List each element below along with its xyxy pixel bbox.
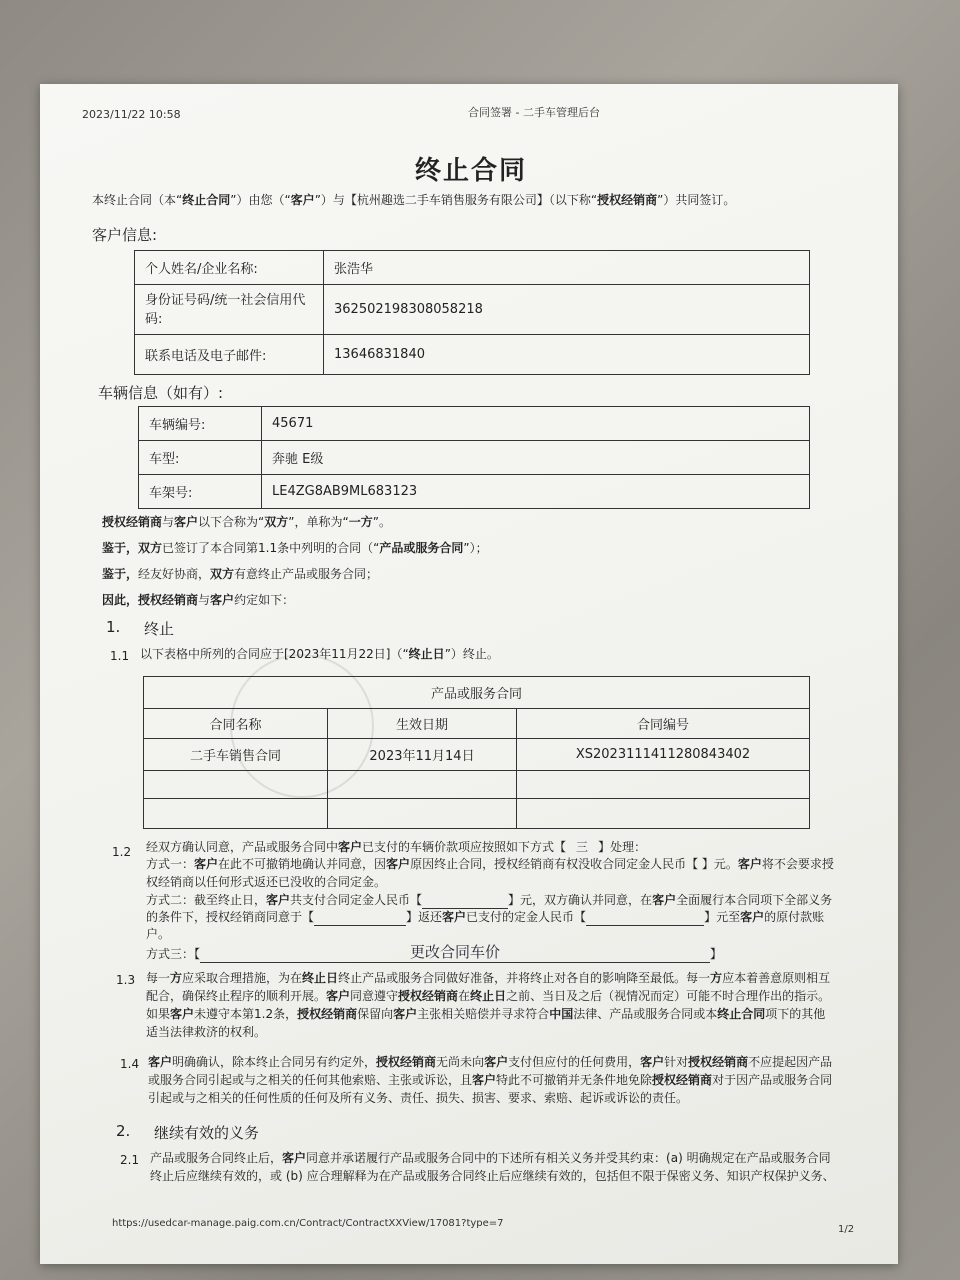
vehicle-model-value: 奔驰 E级 (262, 441, 810, 475)
clause-1-2-text: 经双方确认同意，产品或服务合同中客户已支付的车辆价款项应按照如下方式【 三 】处理： (146, 840, 647, 854)
contract-table-header-date: 生效日期 (328, 709, 517, 739)
print-page-number: 1/2 (838, 1224, 855, 1235)
clause-1-2-number: 1.2 (112, 845, 132, 859)
vehicle-id-label: 车辆编号: (139, 407, 262, 441)
vehicle-info-table (138, 406, 810, 509)
table-cell (328, 799, 517, 829)
document-title: 终止合同 (415, 156, 528, 186)
vehicle-info-heading: 车辆信息（如有）: (98, 384, 224, 402)
contract-table-header-name: 合同名称 (144, 709, 328, 739)
clause-1-3-line-3: 如果客户未遵守本第1.2条，授权经销商保留向客户主张相关赔偿并寻求符合中国法律、产品或服务合同或本终止合同项下的其他 (146, 1007, 826, 1021)
clause-1-3-number: 1.3 (116, 973, 136, 987)
table-cell: 2023年11月14日 (328, 739, 517, 771)
customer-id-value: 362502198308058218 (324, 285, 810, 335)
table-cell (328, 771, 517, 799)
method-1-line-1: 方式一：客户在此不可撤销地确认并同意，因客户原因终止合同，授权经销商有权没收合同定金人民币【 】元。客户将不会要求授 (146, 857, 834, 871)
vehicle-vin-value: LE4ZG8AB9ML683123 (262, 475, 810, 509)
clause-2-1-line-2: 终止后应继续有效的，或 (b) 应合理解释为在产品或服务合同终止后应继续有效的，包括但不限于保密义务、知识产权保护义务、 (150, 1169, 835, 1183)
method-3-line: 方式三：【 更改合同车价 】 (146, 943, 723, 961)
vehicle-id-value: 45671 (262, 407, 810, 441)
print-page-title: 合同签署 - 二手车管理后台 (468, 106, 600, 119)
clause-1-4-line-2: 或服务合同引起或与之相关的任何其他索赔、主张或诉讼，且客户特此不可撤销并无条件地免除授权经销商对于因产品或服务合同 (148, 1073, 833, 1087)
method-2-line-1: 方式二：截至终止日，客户共支付合同定金人民币【 】元，双方确认并同意，在客户全面履行本合同项下全部义务 (146, 893, 833, 907)
customer-contact-value: 13646831840 (324, 335, 810, 375)
table-cell (144, 771, 328, 799)
clause-1-1-text: 以下表格中所列的合同应于[2023年11月22日]（“终止日”）终止。 (140, 647, 499, 661)
method-2-line-3: 户。 (146, 927, 171, 941)
document-page (40, 84, 898, 1264)
clause-2-1-line-1: 产品或服务合同终止后，客户同意并承诺履行产品或服务合同中的下述所有相关义务并受其约束：(a) 明确规定在产品或服务合同 (150, 1151, 831, 1165)
clause-1-4-number: 1.4 (120, 1057, 140, 1071)
customer-info-heading: 客户信息: (92, 226, 158, 244)
method-1-line-2: 权经销商以任何形式返还已没收的合同定金。 (146, 875, 387, 889)
table-cell: 二手车销售合同 (144, 739, 328, 771)
section-2-title: 继续有效的义务 (154, 1124, 260, 1142)
table-cell: XS2023111411280843402 (517, 739, 810, 771)
contract-table (143, 676, 810, 829)
parties-line: 授权经销商与客户以下合称为“双方”，单称为“一方”。 (102, 515, 391, 529)
print-footer-url: https://usedcar-manage.paig.com.cn/Contract/ContractXXView/17081?type=7 (112, 1218, 504, 1229)
clause-2-1-number: 2.1 (120, 1153, 140, 1167)
selected-method-handwritten: 三 (576, 840, 589, 854)
section-2-number: 2. (116, 1122, 131, 1140)
customer-name-value: 张浩华 (324, 251, 810, 285)
section-1-number: 1. (106, 618, 121, 636)
clause-1-1-number: 1.1 (110, 649, 130, 663)
customer-name-label: 个人姓名/企业名称: (135, 251, 324, 285)
vehicle-model-label: 车型: (139, 441, 262, 475)
handwritten-method-3: 更改合同车价 (410, 943, 501, 961)
intro-paragraph: 本终止合同（本“终止合同”）由您（“客户”）与【杭州趣选二手车销售服务有限公司】（以下称“授权经销商”）共同签订。 (92, 193, 736, 207)
whereas-line-2: 鉴于，经友好协商，双方有意终止产品或服务合同； (102, 567, 379, 581)
clause-1-4-line-3: 引起或与之相关的任何性质的任何及所有义务、责任、损失、损害、要求、索赔、起诉或诉讼的责任。 (148, 1091, 689, 1105)
clause-1-3-line-1: 每一方应采取合理措施，为在终止日终止产品或服务合同做好准备，并将终止对各自的影响降至最低。每一方应本着善意原则相互 (146, 971, 831, 985)
customer-contact-label: 联系电话及电子邮件: (135, 335, 324, 375)
table-cell (517, 799, 810, 829)
print-datetime: 2023/11/22 10:58 (82, 108, 181, 121)
customer-info-table (134, 250, 810, 375)
therefore-line: 因此，授权经销商与客户约定如下： (102, 593, 295, 607)
table-cell (517, 771, 810, 799)
section-1-title: 终止 (144, 620, 175, 638)
clause-1-3-line-4: 适当法律救济的权利。 (146, 1025, 267, 1039)
contract-table-caption: 产品或服务合同 (144, 677, 810, 709)
contract-table-header-number: 合同编号 (517, 709, 810, 739)
method-2-line-2: 的条件下，授权经销商同意于【 】返还客户已支付的定金人民币【 】元至客户的原付款账 (146, 910, 825, 924)
vehicle-vin-label: 车架号: (139, 475, 262, 509)
clause-1-4-line-1: 客户明确确认，除本终止合同另有约定外，授权经销商无尚未向客户支付但应付的任何费用，客户针对授权经销商不应提起因产品 (148, 1055, 833, 1069)
customer-id-label: 身份证号码/统一社会信用代码: (135, 285, 324, 335)
whereas-line-1: 鉴于，双方已签订了本合同第1.1条中列明的合同（“产品或服务合同”）； (102, 541, 488, 555)
clause-1-3-line-2: 配合，确保终止程序的顺利开展。客户同意遵守授权经销商在终止日之前、当日及之后（视情况而定）可能不时合理作出的指示。 (146, 989, 831, 1003)
table-cell (144, 799, 328, 829)
